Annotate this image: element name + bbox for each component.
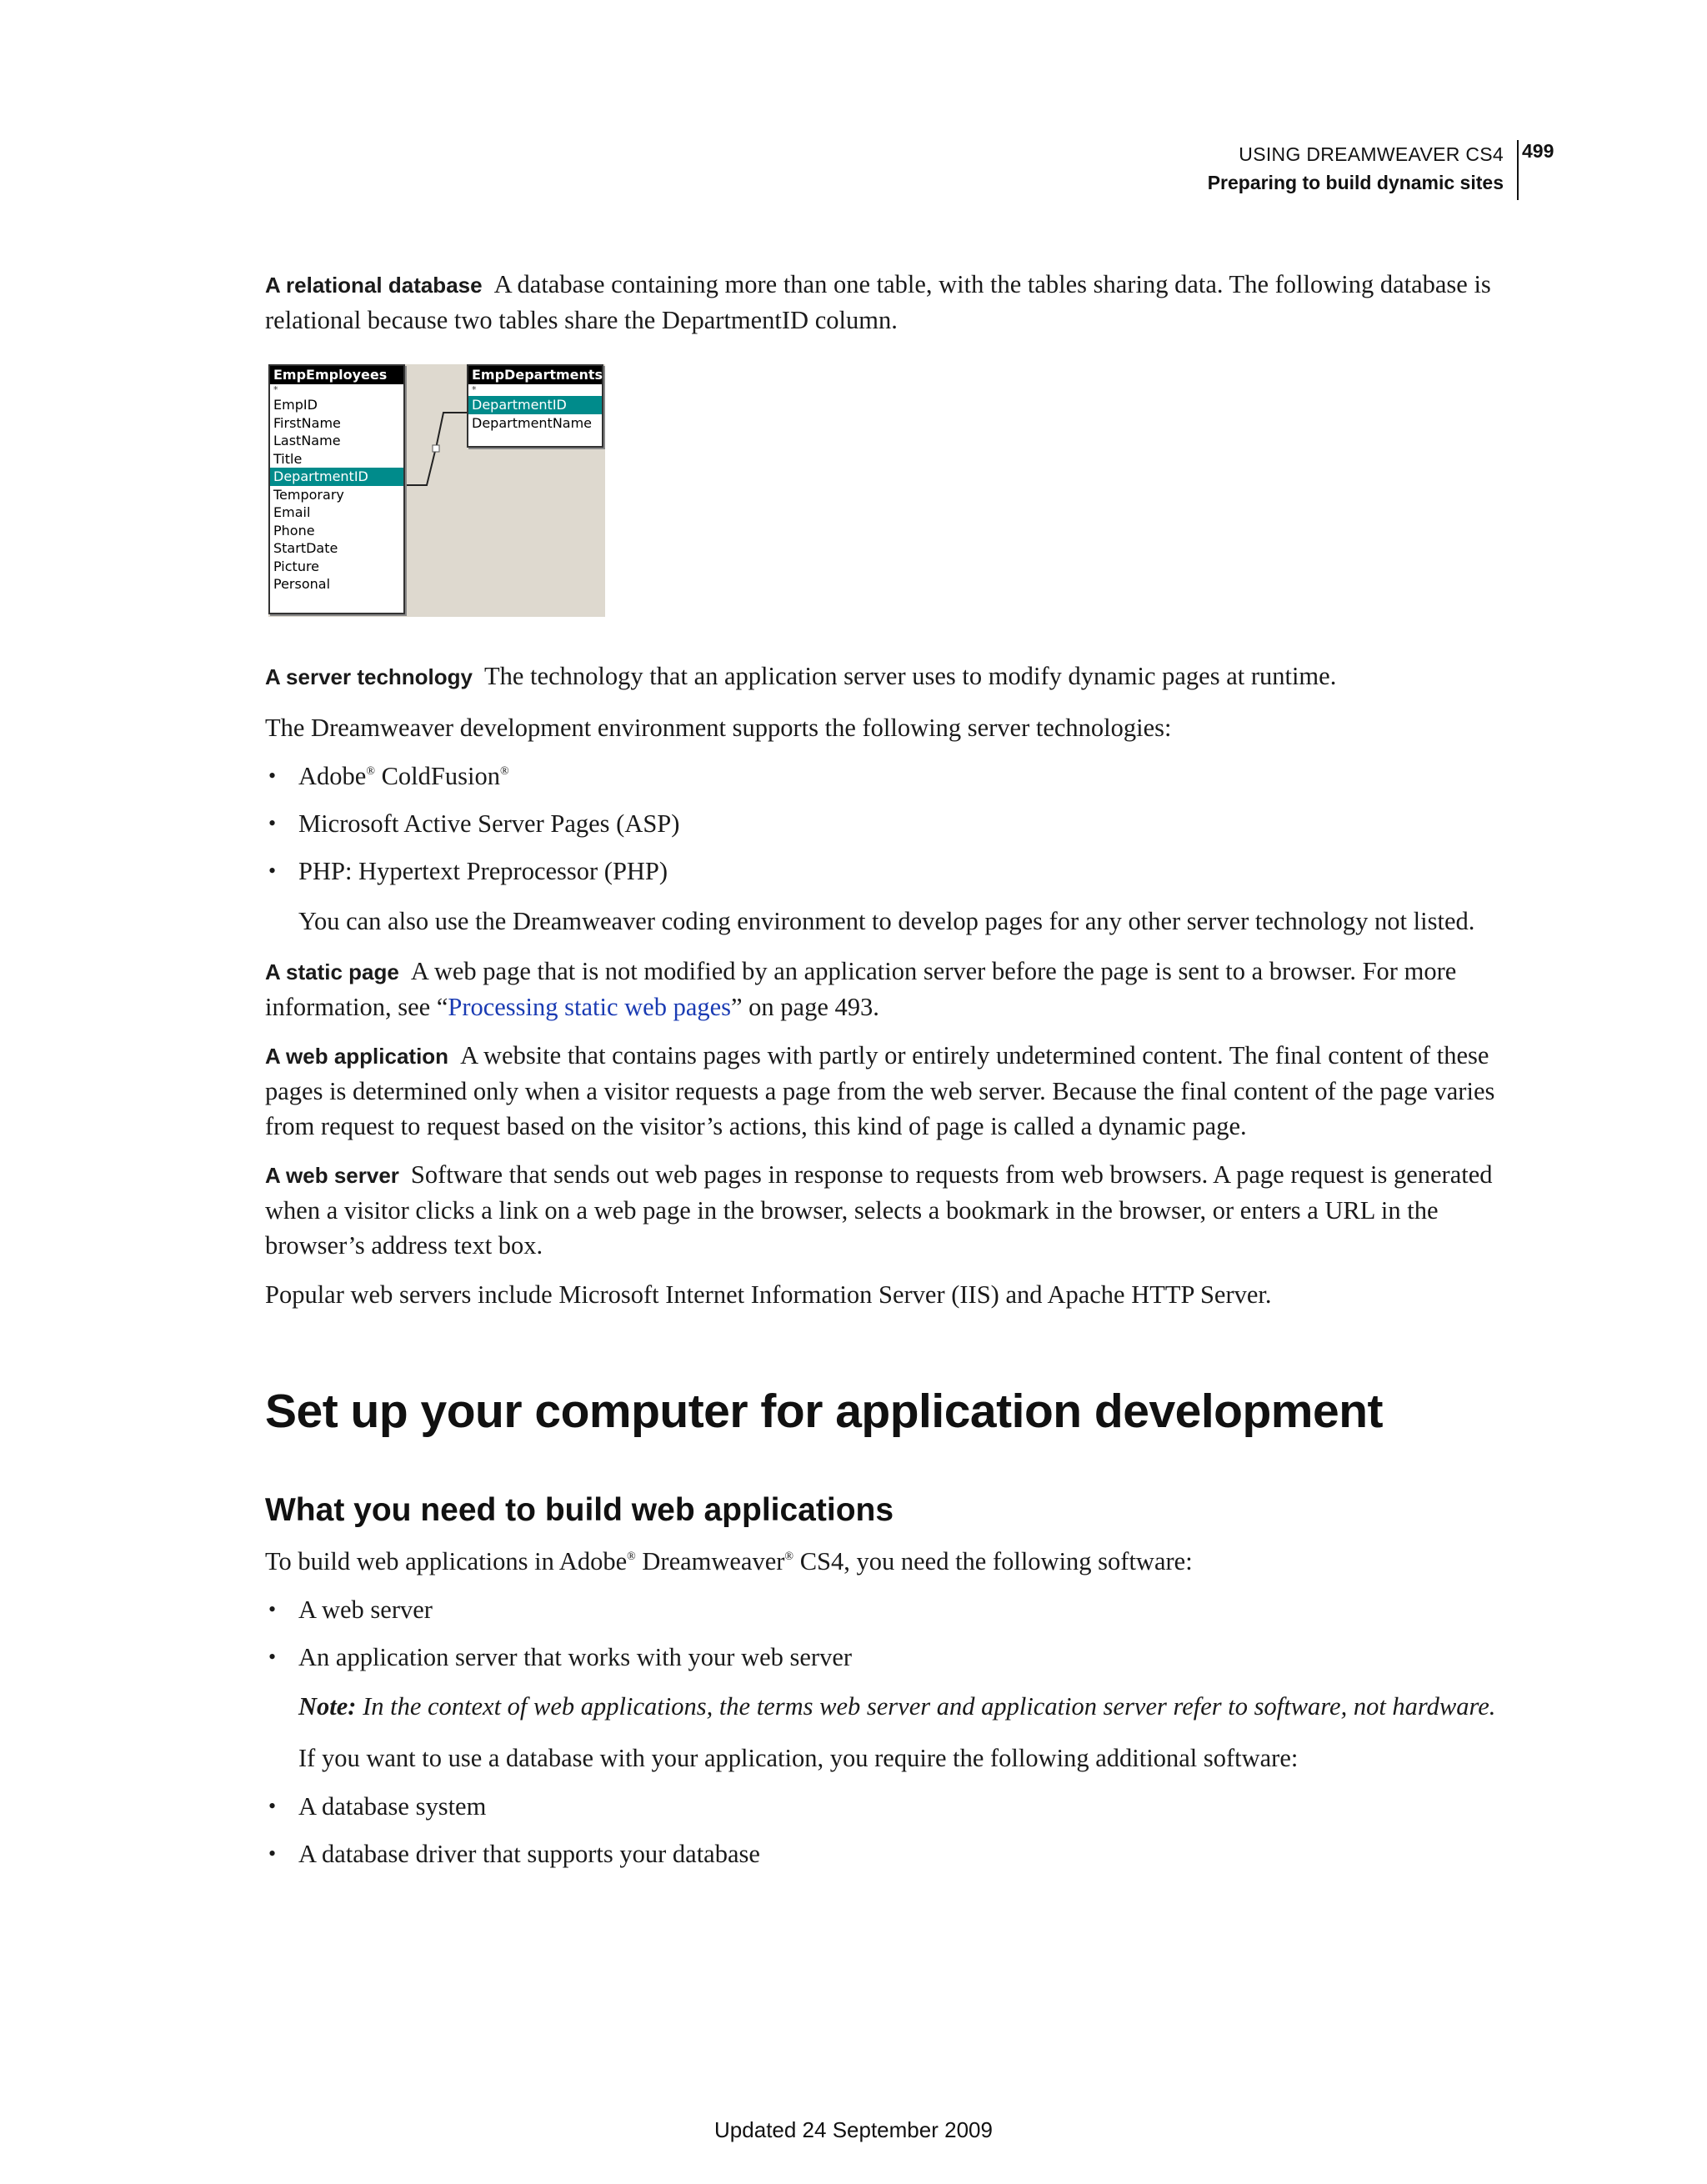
employees-table-title: EmpEmployees: [270, 366, 403, 384]
web-server-paragraph: [265, 1157, 1507, 1263]
server-tech-list: [265, 759, 1507, 901]
db-software-list: [265, 1789, 1507, 1884]
server-tech-paragraph: [265, 659, 1507, 694]
term-server-tech: A server technology: [265, 664, 473, 689]
departments-table[interactable]: [467, 364, 603, 448]
field-empid[interactable]: EmpID: [273, 397, 318, 413]
list-item: • Microsoft Active Server Pages (ASP): [265, 806, 1507, 841]
term-web-server: A web server: [265, 1163, 399, 1188]
processing-static-pages-link[interactable]: Processing static web pages: [448, 993, 732, 1021]
header-title: USING DREAMWEAVER CS4: [1239, 143, 1504, 165]
relational-db-diagram: [268, 364, 605, 617]
field-firstname[interactable]: FirstName: [273, 414, 341, 431]
field-departmentname[interactable]: DepartmentName: [472, 414, 593, 431]
field-personal[interactable]: Personal: [273, 576, 331, 592]
header-divider: [1517, 140, 1519, 200]
page-number: 499: [1522, 140, 1554, 162]
server-tech-intro: The Dreamweaver development environment supports the following server technologies:: [265, 714, 1172, 742]
field-title[interactable]: Title: [273, 450, 303, 467]
db-intro: If you want to use a database with your application, you require the following additional software:: [298, 1744, 1299, 1772]
list-item: • A web server: [265, 1592, 1507, 1627]
field-email[interactable]: Email: [273, 504, 311, 520]
server-tech-after: You can also use the Dreamweaver coding environment to develop pages for any other server technology not listed.: [298, 907, 1475, 935]
employees-star: *: [273, 384, 278, 395]
subsection-heading: What you need to build web applications: [265, 1492, 894, 1528]
field-lastname[interactable]: LastName: [273, 433, 341, 448]
term-static-page: A static page: [265, 959, 399, 984]
note-text: In the context of web applications, the terms web server and application server refer to software, not hardware.: [363, 1692, 1496, 1721]
header-subtitle: Preparing to build dynamic sites: [1207, 172, 1504, 193]
software-list: [265, 1592, 1507, 1687]
running-header: [1208, 140, 1504, 197]
list-item: • An application server that works with your web server: [265, 1640, 1507, 1675]
popular-servers: Popular web servers include Microsoft Internet Information Server (IIS) and Apache HTTP Server.: [265, 1280, 1272, 1309]
note-label: Note:: [298, 1692, 357, 1721]
section-intro: To build web applications in Adobe® Dreamweaver® CS4, you need the following software:: [265, 1547, 1193, 1575]
departments-table-title: EmpDepartments: [468, 366, 602, 384]
term-web-app: A web application: [265, 1044, 449, 1069]
note: [298, 1689, 1507, 1724]
web-app-text: A website that contains pages with partly or entirely undetermined content. The final content of these pages is determined only when a visitor requests a page from the web server. Because the final content of the page varies from request to request based on the visitor’s actions, this kind of page is called a dynamic page.: [265, 1041, 1495, 1140]
section-heading: Set up your computer for application development: [265, 1385, 1383, 1438]
field-dept-departmentid-selected[interactable]: DepartmentID: [468, 396, 602, 414]
field-phone[interactable]: Phone: [273, 522, 315, 538]
departments-star: *: [472, 384, 477, 395]
web-server-text: Software that sends out web pages in response to requests from web browsers. A page request is generated when a visitor clicks a link on a web page in the browser, selects a bookmark in the browser, or enters a URL in the browser’s address text box.: [265, 1160, 1493, 1260]
static-page-paragraph: A static page A web page that is not modified by an application server before the page is sent to a browser. For more information, see “Processing static web pages” on page 493.: [265, 957, 1457, 1021]
field-departmentid-selected[interactable]: DepartmentID: [270, 468, 403, 486]
field-picture[interactable]: Picture: [273, 558, 320, 574]
list-item: • A database driver that supports your database: [265, 1836, 1507, 1871]
list-item: • A database system: [265, 1789, 1507, 1824]
field-startdate[interactable]: StartDate: [273, 540, 338, 556]
field-temporary[interactable]: Temporary: [273, 486, 344, 503]
web-app-paragraph: [265, 1038, 1507, 1144]
footer-updated: Updated 24 September 2009: [714, 2117, 993, 2142]
server-tech-text: The technology that an application server uses to modify dynamic pages at runtime.: [484, 662, 1337, 690]
list-item: • Adobe® ColdFusion®: [265, 759, 1507, 794]
list-item: • PHP: Hypertext Preprocessor (PHP): [265, 854, 1507, 889]
relational-db-text: A database containing more than one table, with the tables sharing data. The following database is relational because two tables share the DepartmentID column.: [265, 270, 1491, 334]
employees-table[interactable]: [268, 364, 405, 614]
term-relational-db: A relational database: [265, 273, 483, 298]
relational-db-paragraph: [265, 267, 1507, 338]
